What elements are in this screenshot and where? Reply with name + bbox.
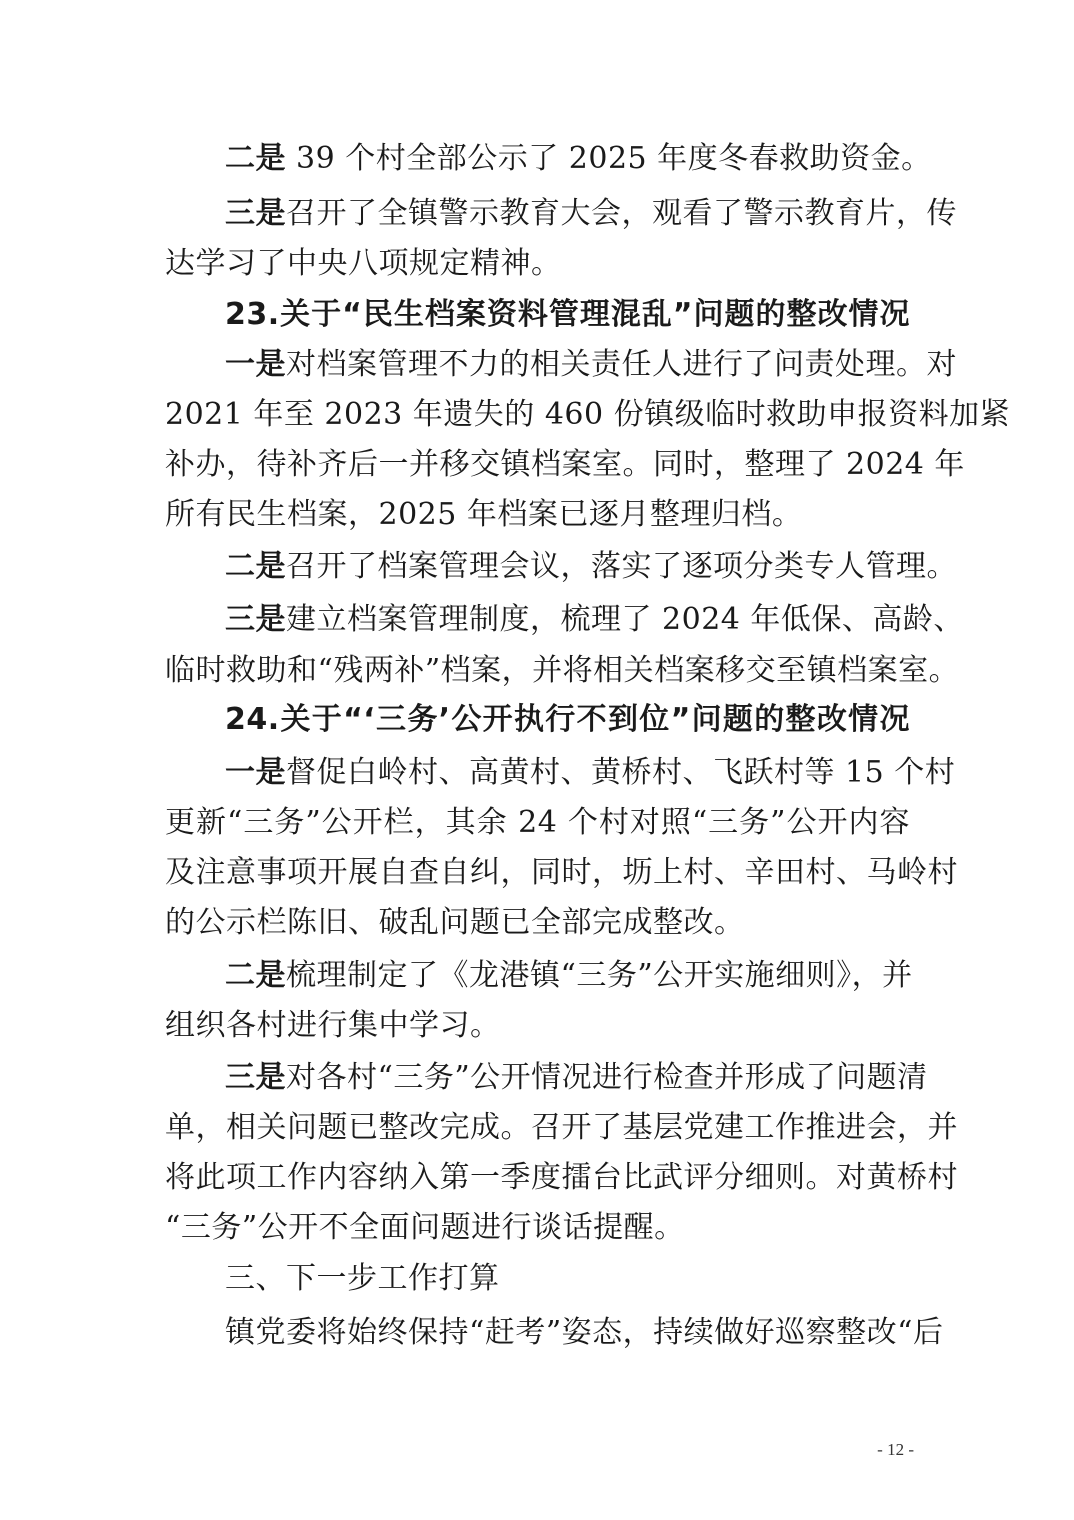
paragraph-text: 对档案管理不力的相关责任人进行了问责处理。对: [286, 347, 957, 382]
paragraph-line: 及注意事项开展自查自纠，同时，坜上村、辛田村、马岭村: [165, 855, 958, 890]
paragraph-lead: 一是: [225, 347, 286, 382]
paragraph-lead: 一是: [225, 755, 286, 790]
paragraph-text: 召开了档案管理会议，落实了逐项分类专人管理。: [286, 549, 957, 584]
paragraph-lead: 三是: [225, 1060, 286, 1095]
paragraph-lead: 二是: [225, 958, 286, 993]
paragraph-line: 镇党委将始终保持“赶考”姿态，持续做好巡察整改“后: [225, 1315, 944, 1350]
paragraph-text: 召开了全镇警示教育大会，观看了警示教育片，传: [286, 196, 957, 231]
paragraph-line: [225, 187, 957, 241]
paragraph-line: 的公示栏陈旧、破乱问题已全部完成整改。: [165, 905, 745, 940]
paragraph-line: [225, 338, 957, 392]
paragraph-line: [225, 540, 957, 594]
paragraph-line: 组织各村进行集中学习。: [165, 1008, 501, 1043]
paragraph-line: [225, 1051, 928, 1105]
paragraph-line: [225, 746, 956, 800]
paragraph-line: 2021 年至 2023 年遗失的 460 份镇级临时救助申报资料加紧: [165, 397, 1011, 432]
paragraph-lead: 二是: [225, 141, 286, 176]
section-heading-23: 23.关于“民生档案资料管理混乱”问题的整改情况: [225, 297, 910, 332]
paragraph-line: “三务”公开不全面问题进行谈话提醒。: [165, 1210, 685, 1245]
paragraph-text: 梳理制定了《龙港镇“三务”公开实施细则》，并: [286, 958, 913, 993]
page-number: - 12 -: [877, 1440, 914, 1459]
section-heading-24: 24.关于“‘三务’公开执行不到位”问题的整改情况: [225, 702, 910, 737]
paragraph-line: 将此项工作内容纳入第一季度擂台比武评分细则。对黄桥村: [165, 1160, 958, 1195]
paragraph-text: 督促白岭村、高黄村、黄桥村、飞跃村等 15 个村: [286, 755, 956, 790]
paragraph-line: 补办，待补齐后一并移交镇档案室。同时，整理了 2024 年: [165, 447, 965, 482]
paragraph-text: 建立档案管理制度，梳理了 2024 年低保、高龄、: [286, 602, 964, 637]
paragraph-line: [225, 132, 932, 186]
paragraph-lead: 三是: [225, 602, 286, 637]
paragraph-text: 对各村“三务”公开情况进行检查并形成了问题清: [286, 1060, 928, 1095]
paragraph-line: [225, 593, 964, 647]
paragraph-line: 单，相关问题已整改完成。召开了基层党建工作推进会，并: [165, 1110, 958, 1145]
paragraph-line: 临时救助和“残两补”档案，并将相关档案移交至镇档案室。: [165, 653, 960, 688]
paragraph-line: 所有民生档案，2025 年档案已逐月整理归档。: [165, 497, 803, 532]
paragraph-text: 39 个村全部公示了 2025 年度冬春救助资金。: [286, 141, 932, 176]
paragraph-line: [225, 949, 913, 1003]
section-heading-3: 三、下一步工作打算: [225, 1261, 500, 1296]
paragraph-lead: 二是: [225, 549, 286, 584]
paragraph-line: 更新“三务”公开栏，其余 24 个村对照“三务”公开内容: [165, 805, 910, 840]
paragraph-lead: 三是: [225, 196, 286, 231]
paragraph-line: 达学习了中央八项规定精神。: [165, 246, 562, 281]
